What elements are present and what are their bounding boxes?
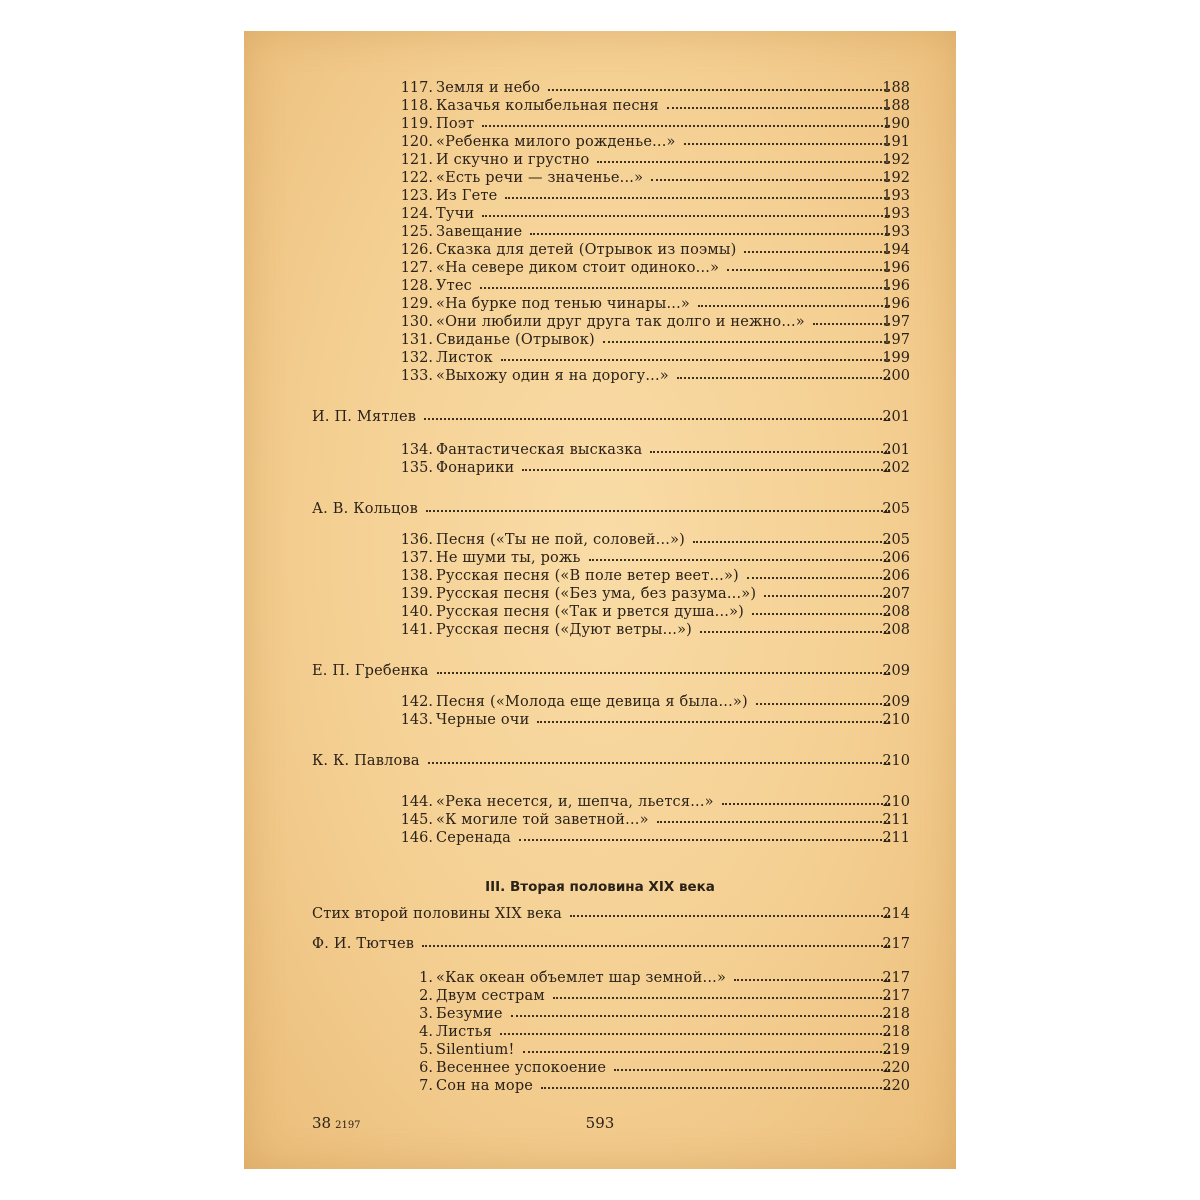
entry-number: 143.	[400, 712, 433, 728]
dot-leader	[426, 494, 890, 512]
footer-left-number: 38	[312, 1114, 332, 1132]
entry-page-number: 191	[882, 134, 910, 150]
entry-page-number: 192	[882, 152, 910, 168]
entry-title: Песня («Молода еще девица я была...»)	[436, 694, 748, 710]
dot-leader	[727, 253, 890, 271]
dot-leader	[548, 73, 890, 91]
entry-number: 132.	[400, 350, 433, 366]
author-name: И. П. Мятлев	[312, 409, 417, 425]
entry-number: 6.	[419, 1060, 433, 1076]
author-name: Стих второй половины XIX века	[312, 906, 562, 922]
entry-number: 142.	[400, 694, 433, 710]
toc-entry-row	[244, 367, 956, 385]
entry-page-number: 217	[882, 936, 910, 952]
dot-leader	[744, 235, 890, 253]
entry-page-number: 208	[882, 604, 910, 620]
dot-leader	[698, 289, 890, 307]
dot-leader	[693, 525, 890, 543]
entry-title: Двум сестрам	[436, 988, 545, 1004]
entry-title: Сказка для детей (Отрывок из поэмы)	[436, 242, 737, 258]
entry-page-number: 218	[882, 1024, 910, 1040]
entry-page-number: 202	[882, 460, 910, 476]
toc-author-row	[244, 662, 956, 680]
entry-page-number: 211	[882, 812, 910, 828]
entry-number: 125.	[400, 224, 433, 240]
entry-title: «На севере диком стоит одиноко...»	[436, 260, 720, 276]
entry-number: 135.	[400, 460, 433, 476]
entry-number: 141.	[400, 622, 433, 638]
entry-page-number: 220	[882, 1060, 910, 1076]
entry-number: 4.	[419, 1024, 433, 1040]
entry-page-number: 196	[882, 260, 910, 276]
entry-number: 137.	[400, 550, 433, 566]
dot-leader	[614, 1053, 890, 1071]
dot-leader	[553, 981, 890, 999]
dot-leader	[505, 181, 890, 199]
entry-number: 123.	[400, 188, 433, 204]
entry-page-number: 193	[882, 188, 910, 204]
entry-page-number: 220	[882, 1078, 910, 1094]
dot-leader	[511, 999, 890, 1017]
dot-leader	[482, 199, 890, 217]
entry-number: 138.	[400, 568, 433, 584]
dot-leader	[597, 145, 890, 163]
entry-number: 139.	[400, 586, 433, 602]
entry-page-number: 188	[882, 80, 910, 96]
entry-title: Фонарики	[436, 460, 515, 476]
entry-page-number: 201	[882, 409, 910, 425]
dot-leader	[684, 127, 890, 145]
entry-number: 121.	[400, 152, 433, 168]
entry-title: «Ребенка милого рожденье...»	[436, 134, 676, 150]
toc-entry-row	[244, 1077, 956, 1095]
page-number: 593	[585, 1114, 615, 1132]
entry-page-number: 193	[882, 224, 910, 240]
dot-leader	[500, 1017, 890, 1035]
dot-leader	[482, 109, 890, 127]
entry-number: 140.	[400, 604, 433, 620]
dot-leader	[734, 963, 890, 981]
entry-page-number: 210	[882, 712, 910, 728]
entry-page-number: 217	[882, 988, 910, 1004]
dot-leader	[519, 823, 890, 841]
dot-leader	[428, 746, 890, 764]
dot-leader	[722, 787, 890, 805]
entry-number: 131.	[400, 332, 433, 348]
entry-page-number: 217	[882, 970, 910, 986]
entry-number: 118.	[400, 98, 433, 114]
entry-page-number: 205	[882, 501, 910, 517]
entry-title: Весеннее успокоение	[436, 1060, 607, 1076]
dot-leader	[523, 1035, 890, 1053]
entry-page-number: 210	[882, 753, 910, 769]
toc-entry-row	[244, 621, 956, 639]
entry-page-number: 218	[882, 1006, 910, 1022]
author-name: Ф. И. Тютчев	[312, 936, 415, 952]
dot-leader	[480, 271, 890, 289]
entry-title: «Как океан объемлет шар земной...»	[436, 970, 727, 986]
entry-page-number: 210	[882, 794, 910, 810]
toc-author-row	[244, 500, 956, 518]
entry-number: 136.	[400, 532, 433, 548]
entry-page-number: 208	[882, 622, 910, 638]
footer-signature: 2197	[335, 1120, 361, 1131]
toc-entry-row	[244, 829, 956, 847]
entry-title: Поэт	[436, 116, 475, 132]
entry-page-number: 209	[882, 663, 910, 679]
section-heading: III. Вторая половина XIX века	[485, 879, 715, 895]
entry-number: 119.	[400, 116, 433, 132]
entry-title: Песня («Ты не пой, соловей...»)	[436, 532, 686, 548]
entry-title: «К могиле той заветной...»	[436, 812, 649, 828]
dot-leader	[747, 561, 890, 579]
dot-leader	[677, 361, 890, 379]
dot-leader	[570, 899, 890, 917]
dot-leader	[522, 453, 890, 471]
entry-number: 128.	[400, 278, 433, 294]
dot-leader	[650, 435, 890, 453]
entry-title: Листья	[436, 1024, 493, 1040]
entry-page-number: 188	[882, 98, 910, 114]
entry-number: 129.	[400, 296, 433, 312]
toc-author-row	[244, 752, 956, 770]
entry-page-number: 196	[882, 296, 910, 312]
entry-number: 145.	[400, 812, 433, 828]
entry-page-number: 205	[882, 532, 910, 548]
entry-title: Русская песня («Так и рвется душа...»)	[436, 604, 745, 620]
book-page	[244, 31, 956, 1169]
entry-page-number: 199	[882, 350, 910, 366]
entry-number: 117.	[400, 80, 433, 96]
entry-title: Тучи	[436, 206, 475, 222]
entry-title: Завещание	[436, 224, 523, 240]
entry-page-number: 192	[882, 170, 910, 186]
entry-number: 126.	[400, 242, 433, 258]
entry-number: 7.	[419, 1078, 433, 1094]
entry-title: Листок	[436, 350, 493, 366]
dot-leader	[424, 402, 890, 420]
dot-leader	[651, 163, 890, 181]
entry-number: 146.	[400, 830, 433, 846]
toc-author-row	[244, 408, 956, 426]
entry-page-number: 211	[882, 830, 910, 846]
entry-page-number: 206	[882, 550, 910, 566]
entry-title: Русская песня («В поле ветер веет...»)	[436, 568, 739, 584]
dot-leader	[422, 929, 890, 947]
author-name: К. К. Павлова	[312, 753, 420, 769]
entry-page-number: 214	[882, 906, 910, 922]
entry-page-number: 207	[882, 586, 910, 602]
toc-author-row	[244, 935, 956, 953]
entry-number: 127.	[400, 260, 433, 276]
author-name: А. В. Кольцов	[312, 501, 418, 517]
entry-title: Свиданье (Отрывок)	[436, 332, 595, 348]
entry-number: 134.	[400, 442, 433, 458]
entry-number: 133.	[400, 368, 433, 384]
entry-number: 2.	[419, 988, 433, 1004]
entry-page-number: 197	[882, 332, 910, 348]
entry-page-number: 206	[882, 568, 910, 584]
entry-number: 1.	[419, 970, 433, 986]
entry-page-number: 196	[882, 278, 910, 294]
entry-title: Фантастическая высказка	[436, 442, 643, 458]
entry-title: Русская песня («Дуют ветры...»)	[436, 622, 693, 638]
entry-title: Земля и небо	[436, 80, 541, 96]
entry-page-number: 209	[882, 694, 910, 710]
entry-number: 3.	[419, 1006, 433, 1022]
entry-title: И скучно и грустно	[436, 152, 590, 168]
toc-entry-row	[244, 711, 956, 729]
entry-number: 130.	[400, 314, 433, 330]
entry-title: Silentium!	[436, 1042, 515, 1058]
entry-page-number: 194	[882, 242, 910, 258]
entry-page-number: 197	[882, 314, 910, 330]
dot-leader	[541, 1071, 890, 1089]
dot-leader	[530, 217, 890, 235]
dot-leader	[437, 656, 890, 674]
entry-title: «Они любили друг друга так долго и нежно...»	[436, 314, 805, 330]
entry-number: 122.	[400, 170, 433, 186]
entry-title: Сон на море	[436, 1078, 534, 1094]
entry-title: Из Гете	[436, 188, 498, 204]
entry-page-number: 201	[882, 442, 910, 458]
toc-entry-row	[244, 459, 956, 477]
entry-number: 144.	[400, 794, 433, 810]
entry-title: «Река несется, и, шепча, льется...»	[436, 794, 714, 810]
dot-leader	[537, 705, 890, 723]
entry-page-number: 219	[882, 1042, 910, 1058]
dot-leader	[657, 805, 890, 823]
entry-number: 124.	[400, 206, 433, 222]
toc-author-row	[244, 905, 956, 923]
entry-page-number: 190	[882, 116, 910, 132]
entry-title: Утес	[436, 278, 473, 294]
dot-leader	[603, 325, 890, 343]
dot-leader	[667, 91, 890, 109]
entry-title: Серенада	[436, 830, 512, 846]
entry-title: Не шуми ты, рожь	[436, 550, 581, 566]
entry-number: 5.	[419, 1042, 433, 1058]
dot-leader	[700, 615, 890, 633]
dot-leader	[501, 343, 890, 361]
entry-title: «На бурке под тенью чинары...»	[436, 296, 690, 312]
entry-title: «Выхожу один я на дорогу...»	[436, 368, 669, 384]
entry-title: Казачья колыбельная песня	[436, 98, 659, 114]
entry-page-number: 200	[882, 368, 910, 384]
entry-title: Безумие	[436, 1006, 503, 1022]
entry-title: Русская песня («Без ума, без разума...»)	[436, 586, 757, 602]
entry-title: «Есть речи — значенье...»	[436, 170, 644, 186]
dot-leader	[589, 543, 890, 561]
author-name: Е. П. Гребенка	[312, 663, 429, 679]
entry-page-number: 193	[882, 206, 910, 222]
entry-number: 120.	[400, 134, 433, 150]
entry-title: Черные очи	[436, 712, 530, 728]
